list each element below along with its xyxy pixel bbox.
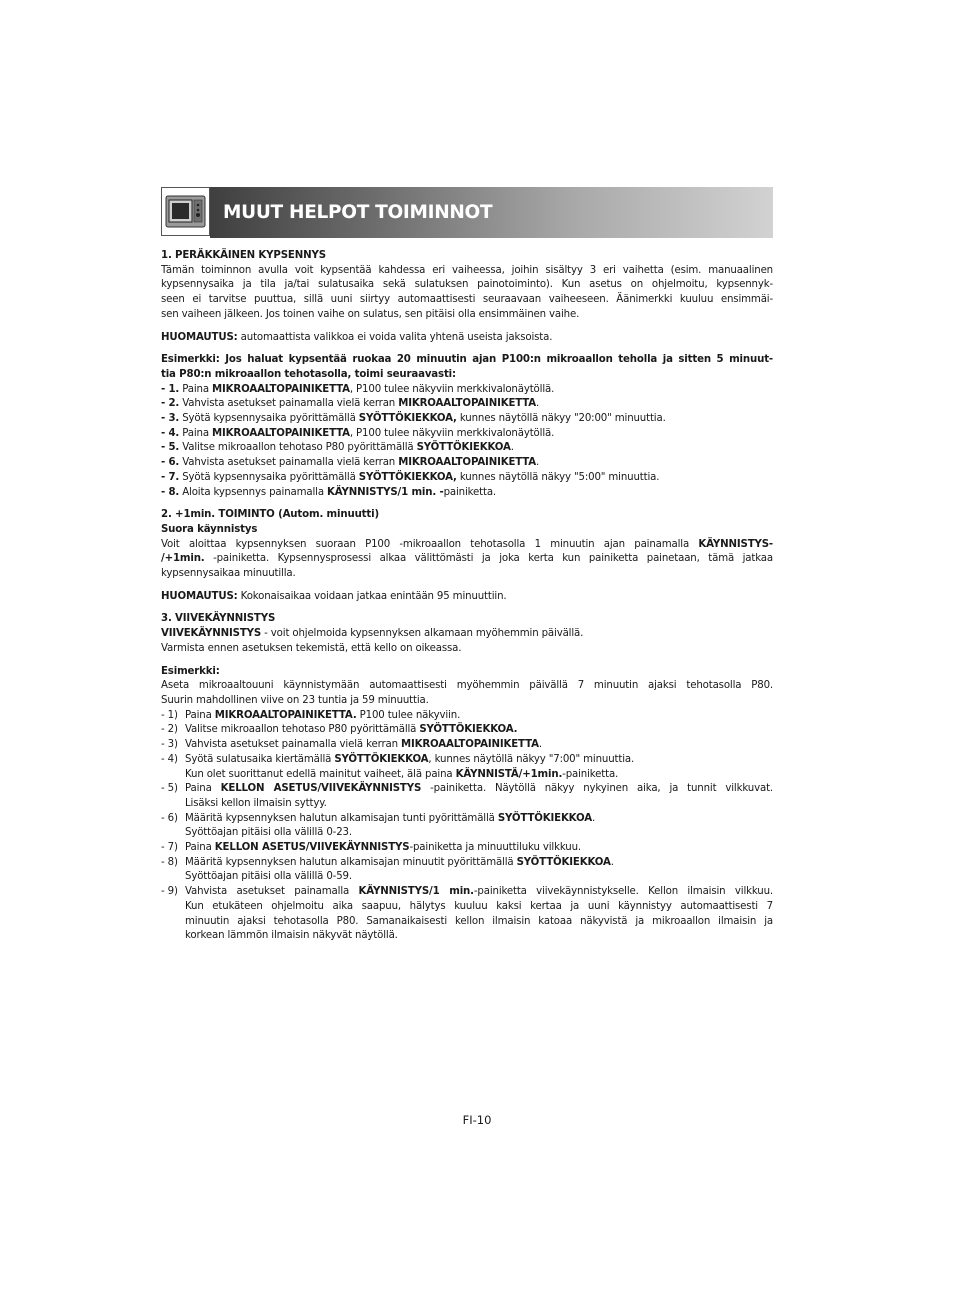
section-1-heading: 1. PERÄKKÄINEN KYPSENNYS bbox=[161, 250, 326, 261]
s2-note: HUOMAUTUS: Kokonaisaikaa voidaan jatkaa enintään 95 minuuttiin. bbox=[161, 590, 507, 602]
section-2-subheading: Suora käynnistys bbox=[161, 523, 258, 535]
list-item: - 8) Määritä kypsennyksen halutun alkamisajan minuutit pyörittämällä SYÖTTÖKIEKKOA. Syöttöajan pitäisi olla välillä 0-59. bbox=[161, 856, 614, 883]
list-item: - 5. Valitse mikroaallon tehotaso P80 pyörittämällä SYÖTTÖKIEKKOA. bbox=[161, 442, 514, 454]
s3-example-line: Aseta mikroaaltouuni käynnistymään automaattisesti myöhemmin päivällä 7 minuutin ajaksi tehotasolla P80. bbox=[161, 680, 773, 692]
list-item: - 9) Vahvista asetukset painamalla KÄYNNISTYS/1 min.-painiketta viivekäynnistykselle. Kellon ilmaisin vilkkuu. Kun etukäteen ohjelmoitu aika saapuu, hälytys kuuluu kaksi kertaa ja uuni käynnistyy automaattisesti 7 minuutin ajaksi tehotasolla P80. Samanaikaisesti kellon ilmaisin katoaa näkyvistä ja mikroaallon ilmaisin ja korkean lämmön ilmaisin näkyvät näytöllä. bbox=[161, 886, 774, 942]
document-body bbox=[161, 249, 773, 944]
list-item: - 7. Syötä kypsennysaika pyörittämällä SYÖTTÖKIEKKOA, kunnes näytöllä näkyy "5:00" minuuttia. bbox=[161, 471, 660, 483]
microwave-icon bbox=[161, 187, 210, 236]
s1-note: HUOMAUTUS: automaattista valikkoa ei voida valita yhtenä useista jaksoista. bbox=[161, 331, 553, 343]
page-number: FI-10 bbox=[462, 1113, 492, 1127]
s2-paragraph-line: kypsennysaikaa minuutilla. bbox=[161, 568, 296, 580]
section-2-heading: 2. +1min. TOIMINTO (Autom. minuutti) bbox=[161, 509, 379, 521]
list-item: - 6) Määritä kypsennyksen halutun alkamisajan tunti pyörittämällä SYÖTTÖKIEKKOA. Syöttöajan pitäisi olla välillä 0-23. bbox=[161, 812, 596, 839]
list-item: - 2. Vahvista asetukset painamalla vielä kerran MIKROAALTOPAINIKETTA. bbox=[161, 398, 540, 410]
page-title: MUUT HELPOT TOIMINNOT bbox=[223, 202, 493, 223]
s3-intro-line: Varmista ennen asetuksen tekemistä, että kello on oikeassa. bbox=[161, 642, 462, 654]
list-item: - 1) Paina MIKROAALTOPAINIKETTA. P100 tulee näkyviin. bbox=[161, 709, 461, 721]
list-item: - 4. Paina MIKROAALTOPAINIKETTA, P100 tulee näkyviin merkkivalonäytöllä. bbox=[161, 427, 555, 439]
list-item: - 6. Vahvista asetukset painamalla vielä kerran MIKROAALTOPAINIKETTA. bbox=[161, 457, 540, 469]
list-item: - 7) Paina KELLON ASETUS/VIIVEKÄYNNISTYS-painiketta ja minuuttiluku vilkkuu. bbox=[161, 842, 581, 854]
s1-intro-line: sen vaiheen jälkeen. Jos toinen vaihe on sulatus, sen pitäisi olla ensimmäinen vaihe. bbox=[161, 308, 580, 320]
s1-intro-line: Tämän toiminnon avulla voit kypsentää kahdessa eri vaiheessa, joihin sisältyy 3 eri vaihetta (esim. manuaalinen bbox=[161, 264, 773, 276]
list-item: - 5) Paina KELLON ASETUS/VIIVEKÄYNNISTYS -painiketta. Näytöllä näkyy nykyinen aika, ja tunnit vilkkuvat. Lisäksi kellon ilmaisin syttyy. bbox=[161, 783, 774, 809]
list-item: - 2) Valitse mikroaallon tehotaso P80 pyörittämällä SYÖTTÖKIEKKOA. bbox=[161, 724, 518, 736]
s3-example-label: Esimerkki: bbox=[161, 665, 220, 677]
list-item: - 3) Vahvista asetukset painamalla vielä kerran MIKROAALTOPAINIKETTA. bbox=[161, 739, 542, 751]
list-item: - 1. Paina MIKROAALTOPAINIKETTA, P100 tulee näkyviin merkkivalonäytöllä. bbox=[161, 383, 555, 395]
s1-example-line: tia P80:n mikroaallon tehotasolla, toimi seuraavasti: bbox=[161, 368, 456, 380]
s1-intro-line: kypsennysaika ja tila ja/tai sulatusaika sekä sulatuksen painotoiminto). Kun asetus on ohjelmoitu, kypsennyk- bbox=[161, 279, 773, 291]
section-3-heading: 3. VIIVEKÄYNNISTYS bbox=[161, 613, 276, 625]
list-item: - 8. Aloita kypsennys painamalla KÄYNNISTYS/1 min. -painiketta. bbox=[161, 486, 497, 498]
s2-paragraph-line: Voit aloittaa kypsennyksen suoraan P100 -mikroaallon tehotasolla 1 minuutin ajan painamalla KÄYNNISTYS- bbox=[161, 538, 773, 550]
title-bar bbox=[210, 187, 773, 238]
s3-example-line: Suurin mahdollinen viive on 23 tuntia ja 59 minuuttia. bbox=[161, 694, 429, 706]
s1-example-line: Esimerkki: Jos haluat kypsentää ruokaa 20 minuutin ajan P100:n mikroaallon teholla ja sitten 5 minuut- bbox=[161, 354, 773, 366]
s2-paragraph-line: /+1min. -painiketta. Kypsennysprosessi alkaa välittömästi ja joka kerta kun painiketta painetaan, tämä jatkaa bbox=[161, 553, 773, 565]
s3-intro-line: VIIVEKÄYNNISTYS - voit ohjelmoida kypsennyksen alkamaan myöhemmin päivällä. bbox=[161, 628, 584, 640]
section-header bbox=[161, 187, 773, 238]
list-item: - 4) Syötä sulatusaika kiertämällä SYÖTTÖKIEKKOA, kunnes näytöllä näkyy "7:00" minuuttia. Kun olet suorittanut edellä mainitut vaiheet, älä paina KÄYNNISTÄ/+1min.-painiketta. bbox=[161, 753, 635, 780]
list-item: - 3. Syötä kypsennysaika pyörittämällä SYÖTTÖKIEKKOA, kunnes näytöllä näkyy "20:00" minuuttia. bbox=[161, 413, 666, 425]
s1-intro-line: seen ei tarvitse puuttua, sillä uuni siirtyy automaattisesti seuraavaan vaiheeseen. Äänimerkki kuuluu ensimmäi- bbox=[161, 294, 773, 306]
